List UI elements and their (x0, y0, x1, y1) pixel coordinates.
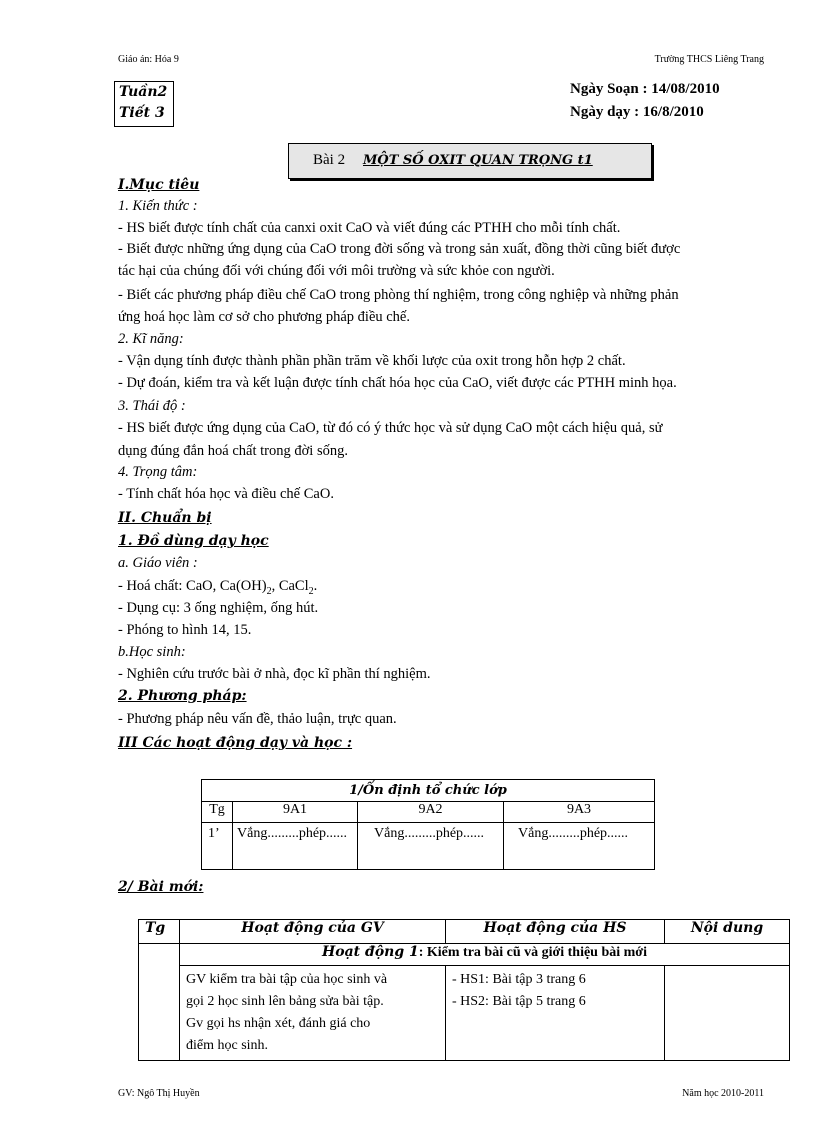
chemicals-mid: , CaCl (271, 578, 309, 594)
skills-line: - Dự đoán, kiểm tra và kết luận được tính chất hóa học của CaO, viết được các PTHH minh họa. (118, 375, 677, 391)
attitude-line: - HS biết được ứng dụng của CaO, từ đó có ý thức học và sử dụng CaO một cách hiệu quả, sử (118, 420, 663, 436)
attitude-heading: 3. Thái độ : (118, 398, 186, 414)
class-table-cell: Vắng.........phép...... (504, 823, 655, 870)
section2-heading: II. Chuẩn bị (118, 510, 212, 526)
chemicals-end: . (313, 578, 318, 594)
method-item: - Phương pháp nêu vấn đề, thảo luận, trực quan. (118, 711, 397, 727)
activity-header: Hoạt động của HS (446, 920, 665, 944)
teacher-activity-line: Gv gọi hs nhận xét, đánh giá cho (186, 1016, 371, 1031)
teacher-item: - Phóng to hình 14, 15. (118, 622, 252, 638)
student-heading: b.Học sinh: (118, 644, 186, 660)
class-table-cell: Vắng.........phép...... (358, 823, 504, 870)
activity-header: Nội dung (665, 920, 790, 944)
lesson-name: MỘT SỐ OXIT QUAN TRỌNG t1 (363, 153, 593, 168)
class-table-header: 9A1 (233, 802, 358, 823)
knowledge-line: - HS biết được tính chất của canxi oxit CaO và viết đúng các PTHH cho mỗi tính chất. (118, 220, 621, 236)
period-label: Tiết 3 (119, 105, 165, 121)
knowledge-line: ứng hoá học làm cơ sở cho phương pháp điều chế. (118, 309, 410, 325)
teacher-item: - Dụng cụ: 3 ống nghiệm, ống hút. (118, 600, 319, 616)
subscript: 2 (266, 585, 272, 597)
footer-right: Năm học 2010-2011 (682, 1088, 764, 1099)
teacher-activity-line: GV kiểm tra bài tập của học sinh và (186, 972, 388, 987)
activity-label: Hoạt động 1 (322, 944, 419, 960)
activity-header: Tg (139, 920, 180, 944)
lesson-title-box (288, 143, 652, 179)
skills-heading: 2. Kĩ năng: (118, 331, 184, 347)
teacher-activity-line: gọi 2 học sinh lên bảng sửa bài tập. (186, 994, 384, 1009)
header-right: Trường THCS Liêng Trang (654, 54, 764, 65)
knowledge-line: tác hại của chúng đối với chúng đối với môi trường và sức khỏe con người. (118, 263, 555, 279)
activity-time-cell (139, 944, 180, 1061)
class-table-cell: Vắng.........phép...... (233, 823, 358, 870)
activity-title-cell (180, 944, 790, 966)
student-activity-cell (446, 966, 665, 1061)
header-left: Giáo án: Hóa 9 (118, 54, 179, 65)
class-table-cell: 1’ (202, 823, 233, 870)
activity-table (138, 919, 790, 1061)
chemicals-prefix: - Hoá chất: CaO, Ca(OH) (118, 578, 267, 594)
activity-title: : Kiểm tra bài cũ và giới thiệu bài mới (418, 945, 647, 960)
class-table-header: 9A3 (504, 802, 655, 823)
footer-left: GV: Ngô Thị Huyền (118, 1088, 200, 1099)
date-prepared: Ngày Soạn : 14/08/2010 (570, 81, 720, 97)
attitude-line: dụng đúng đắn hoá chất trong đời sống. (118, 443, 348, 459)
teacher-activity-cell (180, 966, 446, 1061)
class-table-title (202, 780, 655, 802)
student-item: - Nghiên cứu trước bài ở nhà, đọc kĩ phần thí nghiệm. (118, 666, 431, 682)
knowledge-line: - Biết được những ứng dụng của CaO trong đời sống và trong sản xuất, đồng thời cũng biết được (118, 241, 681, 257)
focus-line: - Tính chất hóa học và điều chế CaO. (118, 486, 334, 502)
week-box (114, 81, 174, 127)
knowledge-line: - Biết các phương pháp điều chế CaO trong phòng thí nghiệm, trong công nghiệp và những phản (118, 287, 679, 303)
section3-heading: III Các hoạt động dạy và học : (118, 735, 353, 751)
knowledge-heading: 1. Kiến thức : (118, 198, 198, 214)
tools-heading: 1. Đồ dùng dạy học (118, 533, 269, 549)
week-label: Tuần2 (119, 84, 168, 100)
section1-heading: I.Mục tiêu (118, 177, 200, 193)
focus-heading: 4. Trọng tâm: (118, 464, 198, 480)
content-cell (665, 966, 790, 1061)
new-lesson-heading: 2/ Bài mới: (118, 879, 204, 895)
student-activity-line: - HS2: Bài tập 5 trang 6 (452, 994, 586, 1009)
class-table-title-text: 1/Ổn định tổ chức lớp (349, 783, 507, 798)
teacher-activity-line: điểm học sinh. (186, 1038, 269, 1053)
date-taught: Ngày dạy : 16/8/2010 (570, 104, 704, 120)
class-table-header: 9A2 (358, 802, 504, 823)
method-heading: 2. Phương pháp: (118, 688, 247, 704)
class-table (201, 779, 655, 870)
teacher-heading: a. Giáo viên : (118, 555, 198, 571)
class-table-header: Tg (202, 802, 233, 823)
lesson-number: Bài 2 (313, 152, 346, 168)
subscript: 2 (308, 585, 314, 597)
activity-header: Hoạt động của GV (180, 920, 446, 944)
student-activity-line: - HS1: Bài tập 3 trang 6 (452, 972, 586, 987)
skills-line: - Vận dụng tính được thành phần phần trăm về khối lược của oxit trong hỗn hợp 2 chất. (118, 353, 626, 369)
